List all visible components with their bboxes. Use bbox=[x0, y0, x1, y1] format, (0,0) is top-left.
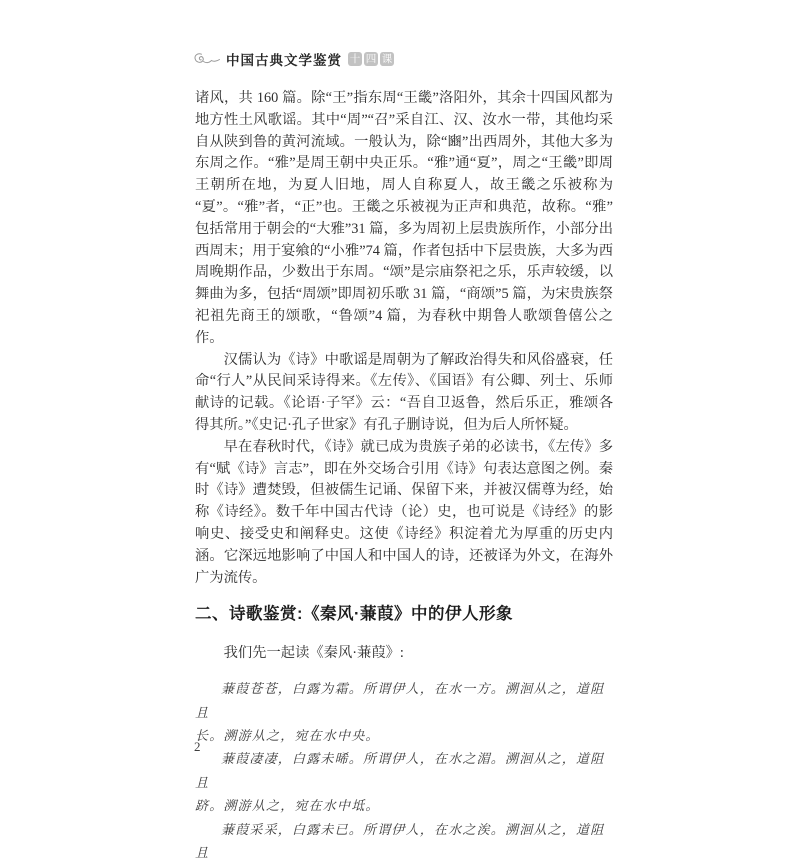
lesson-badge: 课 bbox=[381, 53, 393, 65]
lesson-badge: 四 bbox=[365, 53, 377, 65]
lesson-badge: 十 bbox=[349, 53, 361, 65]
body-paragraph: 诸风，共 160 篇。除“王”指东周“王畿”洛阳外，其余十四国风都为地方性土风歌谣。其中“周”“召”采自江、汉、汝水一带，其他均采自从陕到鲁的黄河流域。一般认为，除“豳”出西周外，其他大多为东周之作。“雅”是周王朝中央正乐。“雅”通“夏”，周之“王畿”即周王朝所在地，为夏人旧地，周人自称夏人，故王畿之乐被称为“夏”。“雅”者，“正”也。王畿之乐被视为正声和典范，故称。“雅”包括常用于朝会的“大雅”31 篇，多为周初上层贵族所作，小部分出西周末；用于宴飨的“小雅”74 篇，作者包括中下层贵族，大多为西周晚期作品，少数出于东周。“颂”是宗庙祭祀之乐，乐声较缓，以舞曲为多，包括“周颂”即周初乐歌 31 篇，“商颂”5 篇，为宋贵族祭祀祖先商王的颂歌，“鲁颂”4 篇，为春秋中期鲁人歌颂鲁僖公之作。 bbox=[195, 90, 613, 346]
article-body bbox=[195, 88, 613, 864]
poem-line: 蒹葭采采，白露未已。所谓伊人，在水之涘。溯洄从之，道阻且 bbox=[195, 821, 605, 860]
body-paragraph: 早在春秋时代，《诗》就已成为贵族子弟的必读书，《左传》多有“赋《诗》言志”，即在外交场合引用《诗》句表达意图之例。秦时《诗》遭焚毁，但被儒生记诵、保留下来，并被汉儒尊为经，始称《诗经》。数千年中国古代诗（论）史，也可说是《诗经》的影响史、接受史和阐释史。这使《诗经》积淀着尤为厚重的历史内涵。它深远地影响了中国人和中国人的诗，还被译为外文，在海外广为流传。 bbox=[195, 438, 613, 586]
cloud-flourish-icon bbox=[193, 51, 221, 67]
running-header bbox=[193, 50, 394, 68]
page-number: 2 bbox=[194, 739, 201, 754]
poem-line: 蒹葭苍苍，白露为霜。所谓伊人，在水一方。溯洄从之，道阻且 bbox=[195, 681, 605, 720]
body-paragraph: 汉儒认为《诗》中歌谣是周朝为了解政治得失和风俗盛衰，任命“行人”从民间采诗得来。《左传》、《国语》有公卿、列士、乐师献诗的记载。《论语·子罕》云：“吾自卫返鲁，然后乐正，雅颂各得其所。”《史记·孔子世家》有孔子删诗说，但为后人所怀疑。 bbox=[195, 351, 613, 433]
poem-line: 长。溯游从之，宛在水中央。 bbox=[195, 727, 380, 743]
section-heading: 二、诗歌鉴赏:《秦风·蒹葭》中的伊人形象 bbox=[195, 605, 513, 624]
poem-line: 跻。溯游从之，宛在水中坻。 bbox=[195, 798, 380, 814]
poem-block bbox=[195, 677, 613, 864]
series-title: 中国古典文学鉴赏 bbox=[226, 53, 342, 68]
body-paragraphs bbox=[195, 88, 613, 589]
poem-line: 蒹葭凄凄，白露未晞。所谓伊人，在水之湄。溯洄从之，道阻且 bbox=[195, 751, 605, 790]
intro-line: 我们先一起读《秦风·蒹葭》: bbox=[223, 645, 404, 662]
lesson-number-badges bbox=[346, 52, 394, 66]
